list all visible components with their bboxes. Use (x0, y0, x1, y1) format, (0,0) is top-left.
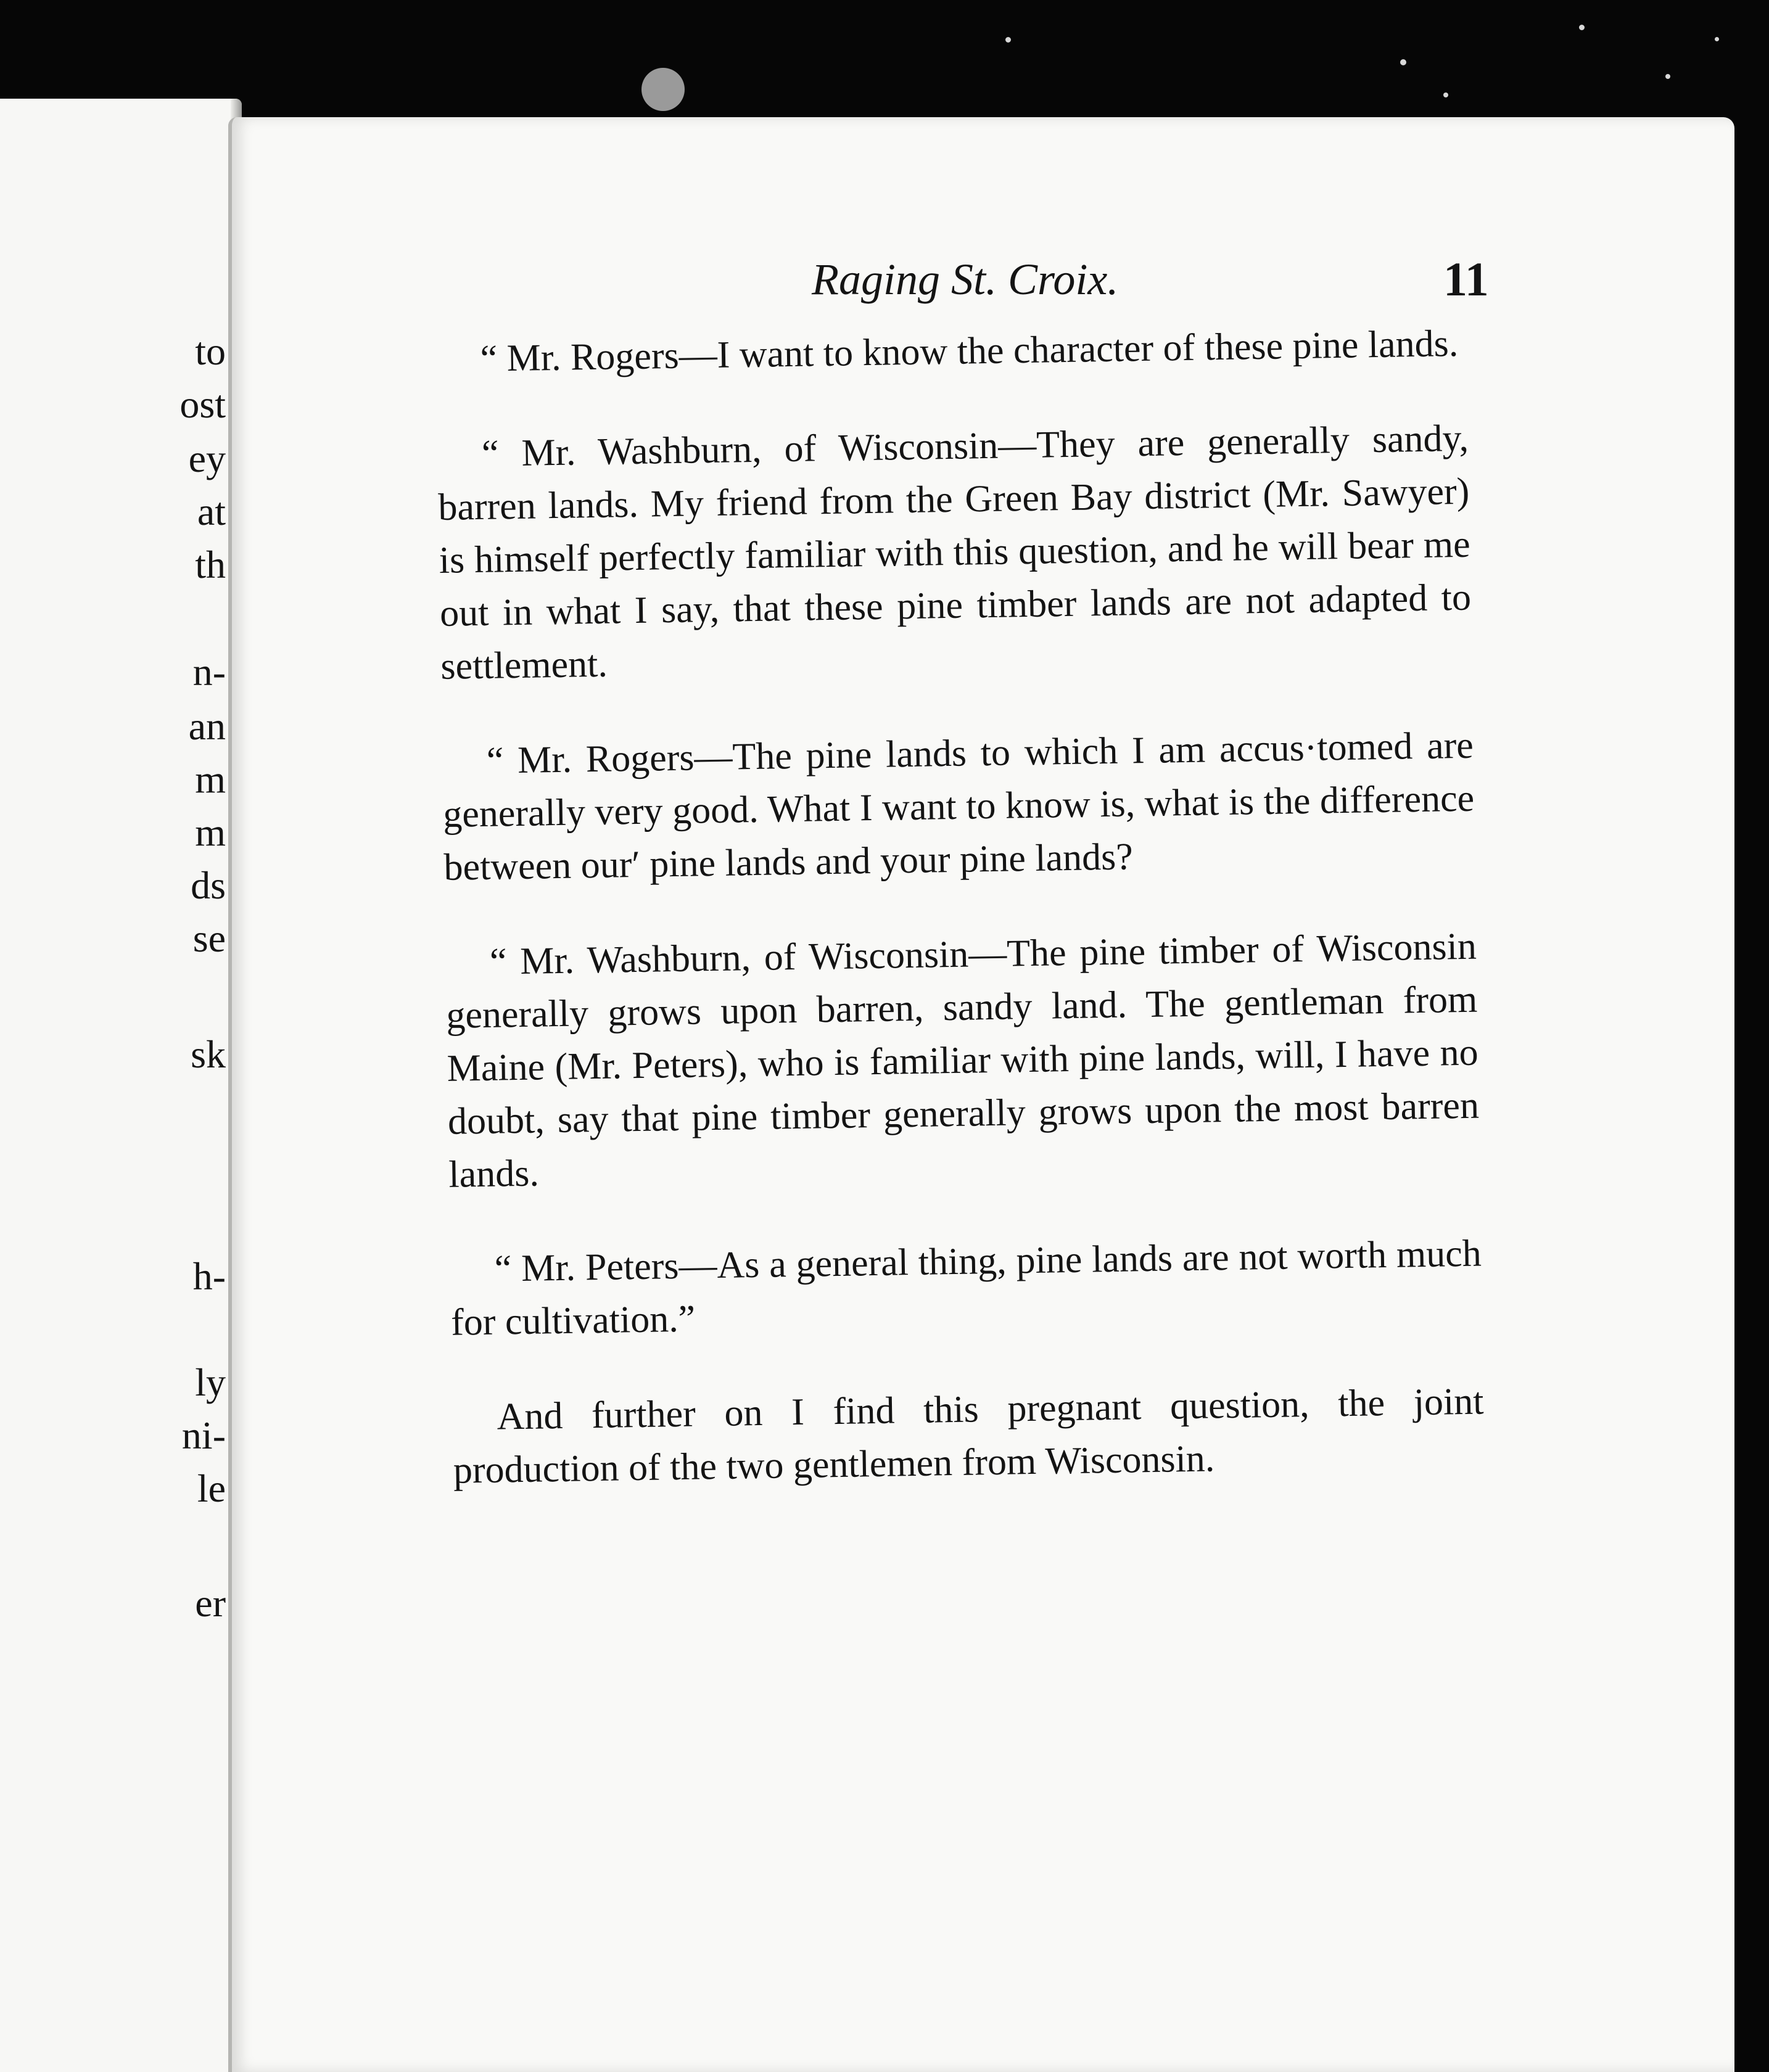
left-page-fragment: le (197, 1466, 226, 1510)
left-page-fragment: n- (192, 650, 226, 694)
page-number: 11 (1443, 252, 1489, 306)
left-page-fragment: ly (195, 1360, 226, 1404)
paragraph: “ Mr. Rogers—The pine lands to which I am accus·tomed are generally very good. What I want to know is, what is the difference between our′ pine lands and your pine lands? (442, 724, 1475, 889)
book-page (228, 117, 1734, 2072)
paragraph: “ Mr. Rogers—I want to know the character of these pine lands. (480, 322, 1459, 380)
left-page-fragment: m (195, 810, 226, 854)
paragraph: And further on I find this pregnant question, the joint production of the two gentlemen from Wisconsin. (453, 1380, 1484, 1492)
running-head: Raging St. Croix. (812, 255, 1119, 304)
left-page-fragment: at (197, 490, 226, 533)
paragraph: “ Mr. Washburn, of Wisconsin—They are generally sandy, barren lands. My friend from the Green Bay district (Mr. Sawyer) is himself perfectly familiar with this question, and he will bear me out in what I say, that these pine timber lands are not adapted to settlement. (437, 417, 1472, 688)
dust-speck (1400, 59, 1406, 65)
left-page-fragment: se (192, 916, 226, 960)
left-page-fragment: to (195, 329, 226, 373)
left-page-fragment: th (195, 543, 226, 586)
dust-speck (1579, 25, 1585, 30)
paragraph: “ Mr. Washburn, of Wisconsin—The pine timber of Wisconsin generally grows upon barren, sandy land. The gentleman from Maine (Mr. Peters), who is familiar with pine lands, will, I have no doubt, say that pine timber generally grows upon the most barren lands. (445, 925, 1480, 1196)
dust-speck (1005, 37, 1011, 43)
left-page-fragment: er (195, 1581, 226, 1625)
dust-speck (641, 68, 685, 111)
left-page-fragment: sk (191, 1032, 226, 1076)
left-page-fragment: ey (188, 437, 226, 480)
left-page-fragment: ost (179, 382, 226, 426)
left-page-fragment: h- (192, 1254, 226, 1298)
paragraph: “ Mr. Peters—As a general thing, pine lands are not worth much for cultivation.” (450, 1232, 1482, 1344)
left-page-fragment: ds (191, 863, 226, 907)
dust-speck (1715, 37, 1719, 41)
left-page-edge (0, 99, 242, 2072)
left-page-fragment: ni- (181, 1413, 226, 1457)
left-page-fragment: an (188, 704, 226, 748)
dust-speck (1443, 92, 1448, 97)
dust-speck (1665, 74, 1670, 79)
page-body (435, 317, 1486, 1539)
left-page-fragment: m (195, 757, 226, 801)
